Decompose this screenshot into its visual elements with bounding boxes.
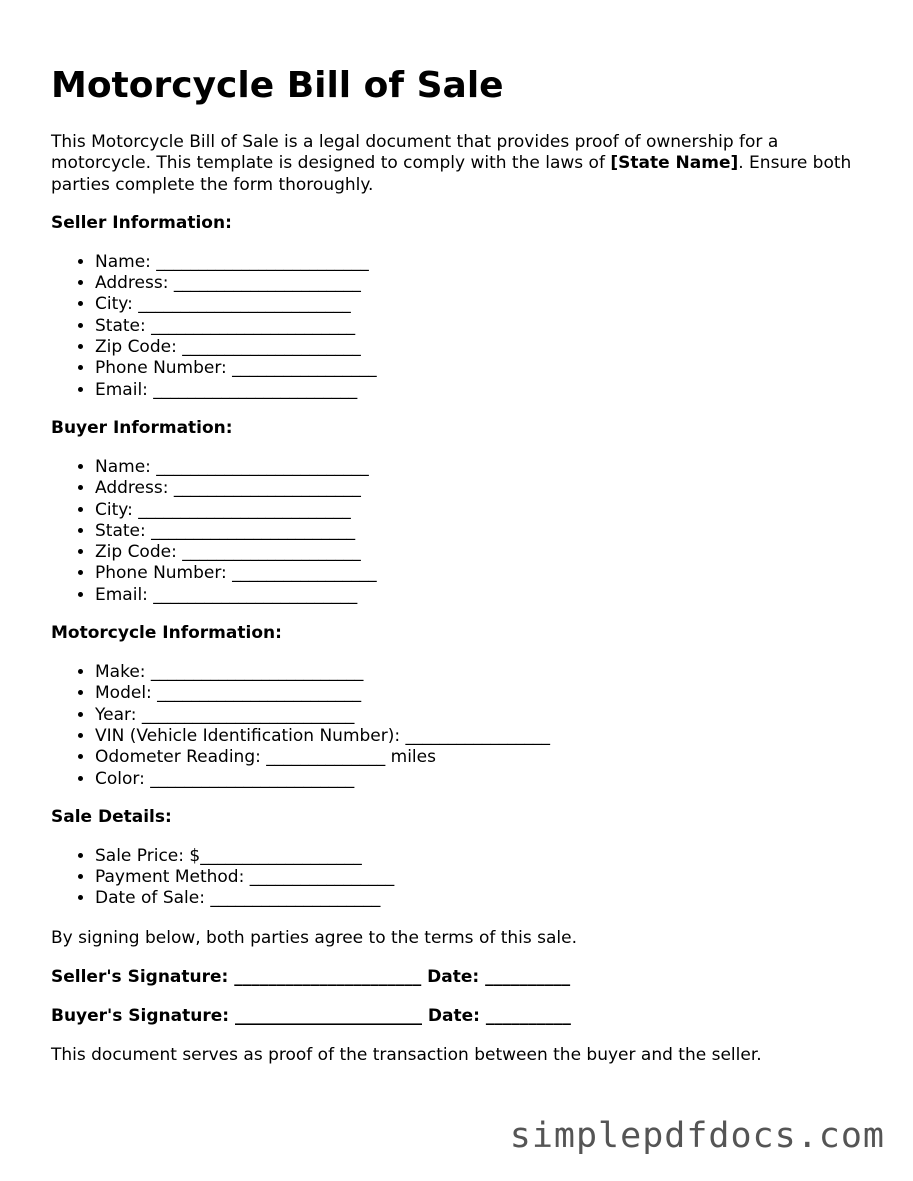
sale-details-heading: Sale Details: — [51, 806, 172, 827]
intro-paragraph — [51, 132, 881, 196]
buyer-info-heading: Buyer Information: — [51, 417, 233, 438]
seller-city-field: • City: _________________________ — [95, 294, 881, 315]
closing-statement: This document serves as proof of the transaction between the buyer and the seller. — [51, 1045, 762, 1066]
seller-address-field: • Address: ______________________ — [95, 273, 881, 294]
motorcycle-color-field: • Color: ________________________ — [95, 769, 881, 790]
seller-name-field: • Name: _________________________ — [95, 252, 881, 273]
buyer-zip-field: • Zip Code: _____________________ — [95, 542, 881, 563]
intro-text-end: . Ensure both parties complete the form thoroughly. — [51, 153, 852, 195]
buyer-state-field: • State: ________________________ — [95, 521, 881, 542]
motorcycle-odometer-field: • Odometer Reading: ______________ miles — [95, 747, 881, 768]
motorcycle-info-heading: Motorcycle Information: — [51, 623, 282, 644]
agreement-statement: By signing below, both parties agree to the terms of this sale. — [51, 927, 578, 948]
state-name-placeholder: [State Name] — [610, 153, 739, 174]
buyer-info-list — [51, 457, 881, 606]
seller-info-list — [51, 252, 881, 401]
buyer-city-field: • City: _________________________ — [95, 500, 881, 521]
sale-price-field: • Sale Price: $___________________ — [95, 846, 881, 867]
buyer-address-field: • Address: ______________________ — [95, 478, 881, 499]
document-page — [51, 62, 881, 1066]
buyer-name-field: • Name: _________________________ — [95, 457, 881, 478]
motorcycle-vin-field: • VIN (Vehicle Identification Number): _________________ — [95, 726, 881, 747]
motorcycle-make-field: • Make: _________________________ — [95, 662, 881, 683]
motorcycle-model-field: • Model: ________________________ — [95, 683, 881, 704]
intro-text-start: This Motorcycle Bill of Sale is a legal document that provides proof of ownership for a motorcycle. This template is designed to comply with the laws of — [51, 132, 779, 174]
buyer-phone-field: • Phone Number: _________________ — [95, 563, 881, 584]
motorcycle-year-field: • Year: _________________________ — [95, 705, 881, 726]
seller-signature-line: Seller's Signature: ______________________ Date: __________ — [51, 967, 571, 988]
seller-info-heading: Seller Information: — [51, 212, 232, 233]
document-title: Motorcycle Bill of Sale — [51, 65, 504, 106]
seller-state-field: • State: ________________________ — [95, 316, 881, 337]
seller-phone-field: • Phone Number: _________________ — [95, 358, 881, 379]
watermark: simplepdfdocs.com — [509, 1116, 885, 1156]
motorcycle-info-list — [51, 662, 881, 790]
buyer-email-field: • Email: ________________________ — [95, 585, 881, 606]
buyer-signature-line: Buyer's Signature: ______________________ Date: __________ — [51, 1006, 571, 1027]
payment-method-field: • Payment Method: _________________ — [95, 867, 881, 888]
sale-details-list — [51, 846, 881, 910]
date-of-sale-field: • Date of Sale: ____________________ — [95, 888, 881, 909]
seller-zip-field: • Zip Code: _____________________ — [95, 337, 881, 358]
seller-email-field: • Email: ________________________ — [95, 380, 881, 401]
